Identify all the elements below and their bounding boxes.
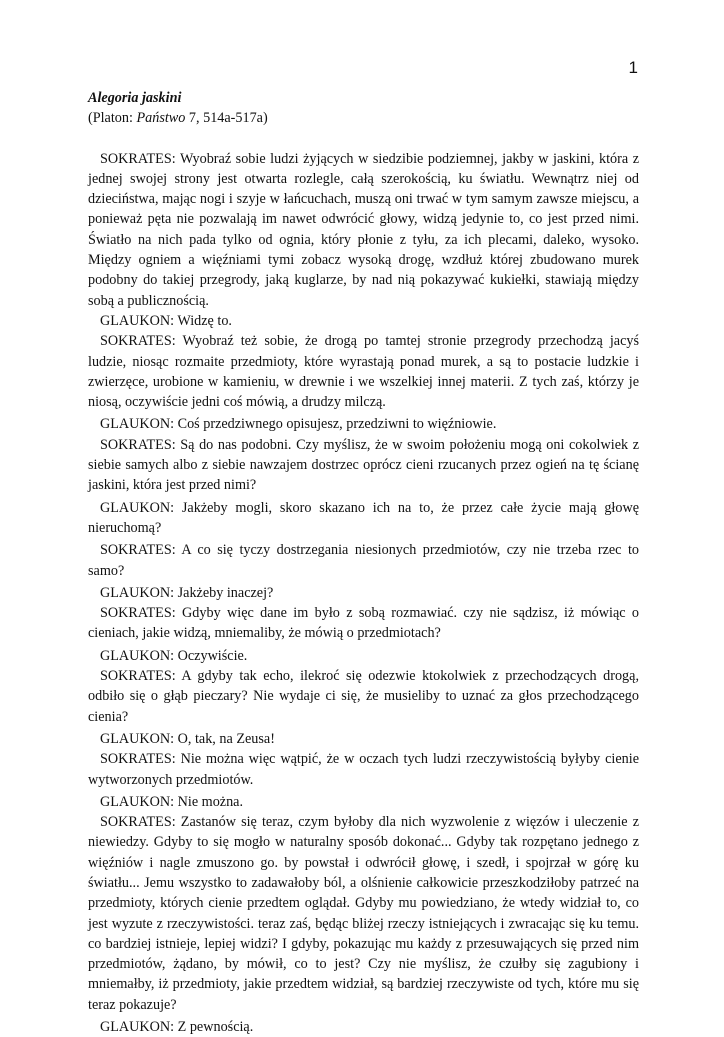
dialogue-paragraph: GLAUKON: Jakżeby inaczej?: [100, 584, 274, 601]
dialogue-paragraph: SOKRATES: Zastanów się teraz, czym byłoby dla nich wyzwolenie z więzów i uleczenie z niewiedzy. Gdyby to się mogło w naturalny sposób dokonać... Gdyby tak rozpętano jednego z więźniów i nagle zmuszono go. by powstał i odwrócił głowę, i szedł, i spojrzał w górę ku światłu... Jemu wszystko to zadawałoby ból, a olśnienie całkowicie przeszkodziłoby patrzeć na przedmioty, których cienie przedtem oglądał. Gdyby mu powiedziano, że wtedy widział to, co jest wyzute z rzeczywistości. teraz zaś, będąc bliżej rzeczy istniejących i zwracając się ku temu. co bardziej istnieje, lepiej widzi? I gdyby, pokazując mu każdy z przesuwających się przed nim przedmiotów, żądano, by mówił, co to jest? Czy nie myślisz, że czułby się zagubiony i mniemałby, iż przedmioty, jakie przedtem widział, są bardziej rzeczywiste od tych, które mu się teraz pokazuje?: [88, 814, 639, 1013]
dialogue-paragraph: SOKRATES: Nie można więc wątpić, że w oczach tych ludzi rzeczywistością byłyby cienie wytworzonych przedmiotów.: [88, 751, 639, 788]
source-open: (Platon:: [88, 110, 137, 127]
document-title: Alegoria jaskini: [88, 90, 182, 106]
dialogue-paragraph: GLAUKON: Jakżeby mogli, skoro skazano ich na to, że przez całe życie mają głowę nieruchomą?: [88, 499, 639, 536]
dialogue-paragraph: GLAUKON: O, tak, na Zeusa!: [100, 730, 275, 747]
dialogue-paragraph: SOKRATES: Gdyby więc dane im było z sobą rozmawiać. czy nie sądzisz, iż mówiąc o cieniach, jakie widzą, mniemaliby, że mówią o przedmiotach?: [88, 605, 639, 642]
page-number: 1: [628, 58, 638, 77]
dialogue-paragraph: SOKRATES: A gdyby tak echo, ilekroć się odezwie ktokolwiek z przechodzących drogą, odbiło się o głąb pieczary? Nie wydaje ci się, że musieliby to uznać za głos przechodzącego cienia?: [88, 668, 639, 725]
dialogue-paragraph: SOKRATES: Są do nas podobni. Czy myślisz, że w swoim położeniu mogą oni cokolwiek z siebie samych albo z siebie nawzajem dostrzec oprócz cieni rzucanych przez ogień na tę ścianę jaskini, która jest przed nimi?: [88, 436, 639, 494]
source-citation: [88, 108, 639, 128]
source-rest: 7, 514a-517a): [185, 110, 268, 127]
dialogue-paragraph: GLAUKON: Coś przedziwnego opisujesz, przedziwni to więźniowie.: [100, 416, 497, 433]
source-work-title: Państwo: [136, 110, 186, 127]
dialogue-paragraph: GLAUKON: Z pewnością.: [100, 1019, 254, 1036]
dialogue-paragraph: GLAUKON: Oczywiście.: [100, 647, 248, 664]
dialogue-paragraph: GLAUKON: Widzę to.: [100, 312, 232, 329]
dialogue-paragraph: SOKRATES: A co się tyczy dostrzegania niesionych przedmiotów, czy nie trzeba rzec to samo?: [88, 542, 639, 579]
dialogue-paragraph: SOKRATES: Wyobraź też sobie, że drogą po tamtej stronie przegrody przechodzą jacyś ludzie, niosąc rozmaite przedmioty, które wyrastają ponad murek, a są to postacie ludzkie i zwierzęce, urobione w kamieniu, w drewnie i we wszelkiej innej materii. Z tych zaś, którzy je niosą, oczywiście jedni coś mówią, a drudzy milczą.: [88, 333, 639, 411]
dialogue-paragraph: GLAUKON: Nie można.: [100, 793, 244, 810]
document-body: [88, 88, 639, 1037]
dialogue-paragraph: SOKRATES: Wyobraź sobie ludzi żyjących w siedzibie podziemnej, jakby w jaskini, która z jednej swojej strony jest otwarta rozlegle, całą szerokością, ku światłu. Wewnątrz niej od dzieciństwa, mając nogi i szyje w łańcuchach, muszą oni trwać w tym samym zawsze miejscu, a ponieważ pęta nie pozwalają im nawet odwrócić głowy, widzą jedynie to, co jest przed nimi. Światło na nich pada tylko od ognia, który płonie z tyłu, za ich plecami, daleko, wysoko. Między ogniem a więźniami tymi zobacz wysoką drogę, wzdłuż której zbudowano murek podobny do takiej przegrody, jaką kuglarze, by nad nią pokazywać kukiełki, stawiają między sobą a publicznością.: [88, 150, 639, 309]
